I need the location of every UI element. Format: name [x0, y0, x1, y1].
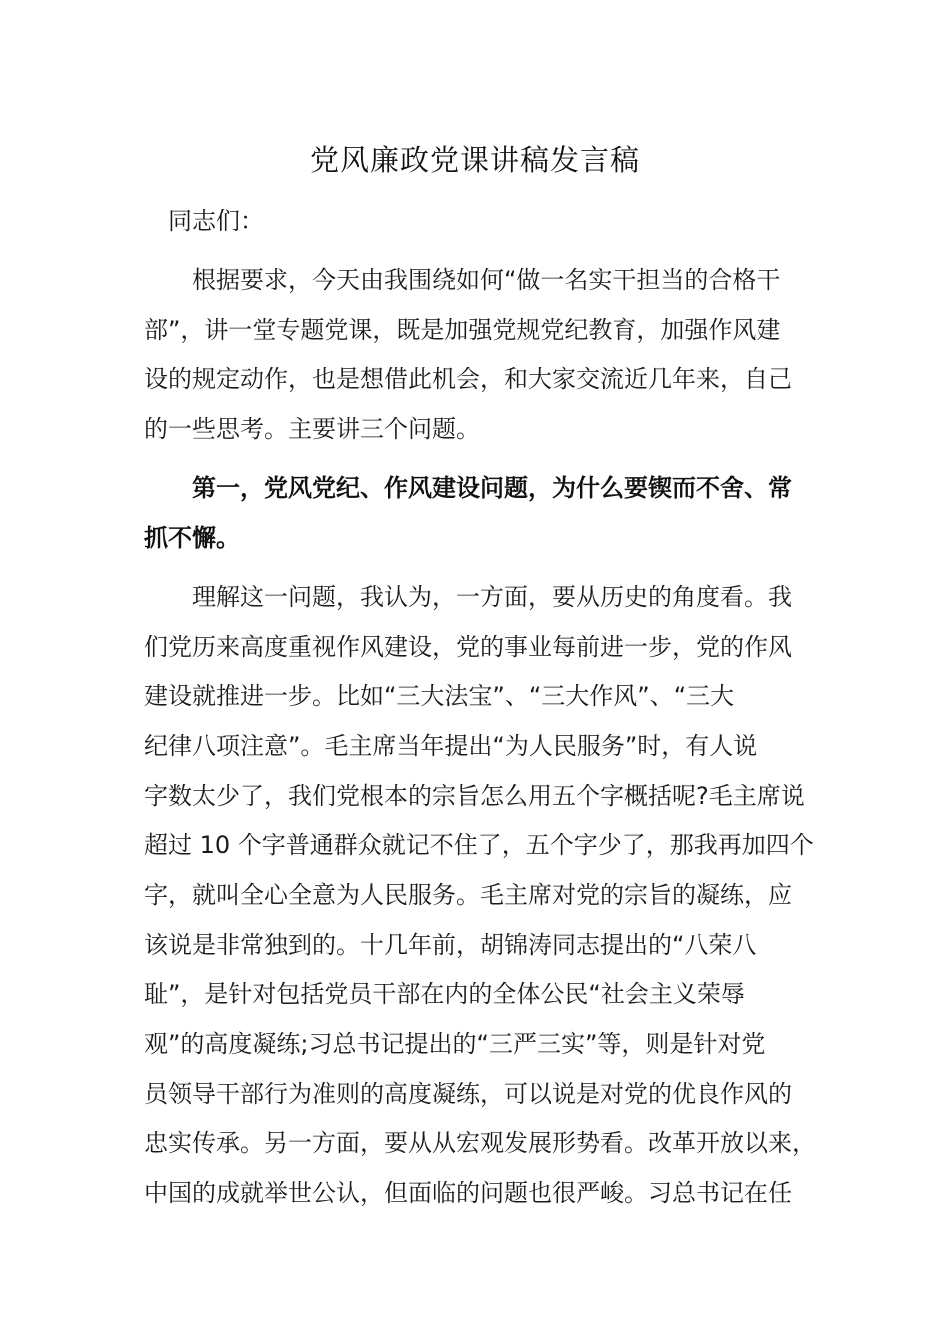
paragraph-line: 的一些思考。主要讲三个问题。 [144, 415, 480, 443]
document-title: 党风廉政党课讲稿发言稿 [309, 143, 640, 177]
paragraph-line: 们党历来高度重视作风建设，党的事业每前进一步，党的作风 [144, 633, 792, 661]
paragraph-line: 部”，讲一堂专题党课，既是加强党规党纪教育，加强作风建 [144, 316, 781, 344]
paragraph-line: 设的规定动作，也是想借此机会，和大家交流近几年来，自己 [144, 365, 792, 393]
paragraph-line: 纪律八项注意”。毛主席当年提出“为人民服务”时，有人说 [144, 732, 758, 760]
paragraph-line: 耻”，是针对包括党员干部在内的全体公民“社会主义荣辱 [144, 980, 745, 1008]
paragraph-line: 字数太少了，我们党根本的宗旨怎么用五个字概括呢?毛主席说 [144, 782, 805, 810]
section-heading-line: 第一，党风党纪、作风建设问题，为什么要锲而不舍、常 [192, 474, 792, 502]
paragraph-line: 根据要求，今天由我围绕如何“做一名实干担当的合格干 [192, 266, 781, 294]
paragraph-line: 中国的成就举世公认，但面临的问题也很严峻。习总书记在任 [144, 1179, 792, 1207]
paragraph-line: 忠实传承。另一方面，要从从宏观发展形势看。改革开放以来， [144, 1129, 816, 1157]
section-heading-line: 抓不懈。 [144, 524, 240, 552]
paragraph-line: 建设就推进一步。比如“三大法宝”、“三大作风”、“三大 [144, 682, 735, 710]
salutation: 同志们： [168, 207, 264, 235]
paragraph-line: 字，就叫全心全意为人民服务。毛主席对党的宗旨的凝练，应 [144, 881, 792, 909]
paragraph-line: 员领导干部行为准则的高度凝练，可以说是对党的优良作风的 [144, 1080, 792, 1108]
paragraph-line: 该说是非常独到的。十几年前，胡锦涛同志提出的“八荣八 [144, 931, 757, 959]
paragraph-line: 观”的高度凝练;习总书记提出的“三严三实”等，则是针对党 [144, 1030, 766, 1058]
paragraph-line: 理解这一问题，我认为，一方面，要从历史的角度看。我 [192, 583, 792, 611]
paragraph-line: 超过 10 个字普通群众就记不住了，五个字少了，那我再加四个 [144, 831, 814, 859]
